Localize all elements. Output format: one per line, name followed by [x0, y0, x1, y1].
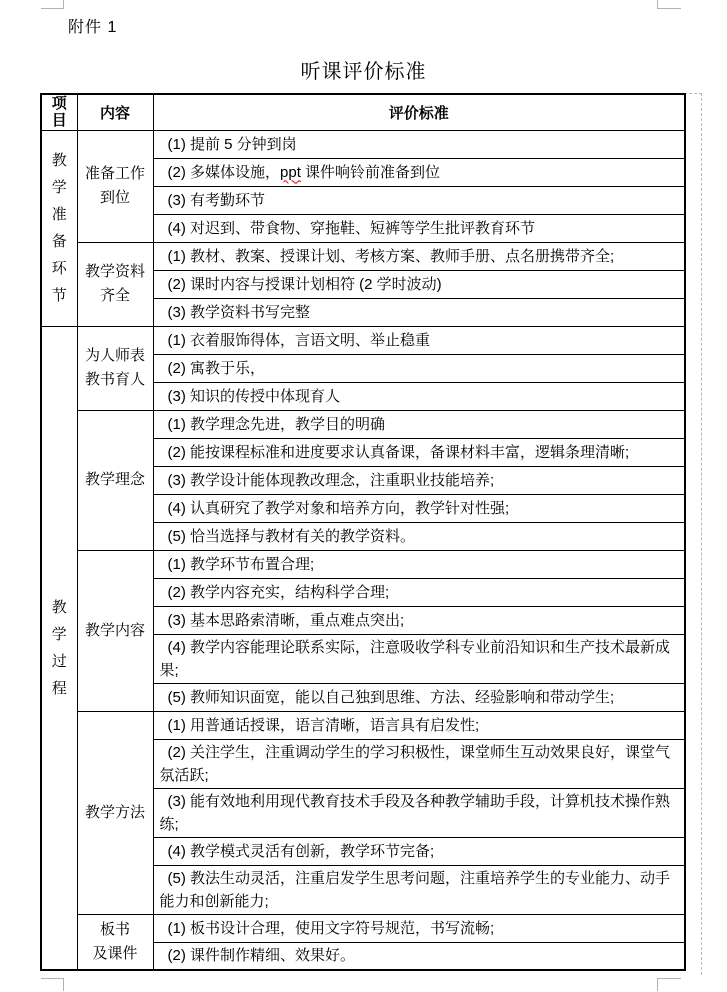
standard-cell: (4) 对迟到、带食物、穿拖鞋、短裤等学生批评教育环节: [153, 214, 685, 242]
table-row: [41, 130, 685, 158]
section-item-char: 过: [51, 652, 67, 670]
header-item: [41, 94, 77, 130]
margin-crop-mark-bottom-left: [41, 978, 64, 991]
section-item-cell: [41, 326, 77, 970]
section-item-char: 程: [51, 679, 67, 697]
table-row: [41, 711, 685, 739]
content-cell: [77, 914, 153, 970]
standard-cell: (1) 用普通话授课，语言清晰，语言具有启发性;: [153, 711, 685, 739]
content-line: 教书育人: [84, 371, 145, 388]
standard-cell: (2) 教学内容充实，结构科学合理;: [153, 578, 685, 606]
header-standard: 评价标准: [153, 94, 685, 130]
content-cell: [77, 711, 153, 914]
content-line: 教学方法: [84, 803, 145, 821]
content-cell: [77, 326, 153, 410]
margin-crop-mark-top-left: [41, 0, 64, 9]
page-title: 听课评价标准: [300, 61, 427, 83]
section-item-char: 学: [51, 179, 67, 196]
margin-crop-mark-bottom-right: [657, 978, 681, 991]
content-cell: [77, 410, 153, 550]
header-item-line2: 目: [51, 112, 67, 130]
content-line: 为人师表: [84, 347, 145, 364]
spellcheck-underline: ppt: [280, 163, 301, 181]
standard-cell: (4) 认真研究了教学对象和培养方向，教学针对性强;: [153, 494, 685, 522]
section-item-char: 备: [51, 233, 67, 250]
standard-cell: (3) 有考勤环节: [153, 186, 685, 214]
table-row: [41, 410, 685, 438]
section-item-char: 准: [51, 206, 67, 223]
standard-cell: (3) 能有效地利用现代教育技术手段及各种教学辅助手段，计算机技术操作熟练;: [153, 788, 685, 837]
standard-cell: (2) 课件制作精细、效果好。: [153, 942, 685, 970]
table-anchor-boundary-right: [701, 93, 702, 975]
standard-cell: (2) 多媒体设施，ppt 课件响铃前准备到位: [153, 158, 685, 186]
standard-cell: (5) 恰当选择与教材有关的教学资料。: [153, 522, 685, 550]
table-row: [41, 914, 685, 942]
content-line: 教学内容: [84, 621, 145, 639]
header-content: 内容: [77, 94, 153, 130]
standard-cell: (1) 提前 5 分钟到岗: [153, 130, 685, 158]
attachment-label: 附件 1: [68, 19, 118, 36]
content-line: 板书: [99, 920, 130, 938]
content-line: 及课件: [92, 944, 138, 962]
content-line: 准备工作: [84, 165, 145, 182]
standard-cell: (2) 能按课程标准和进度要求认真备课，备课材料丰富，逻辑条理清晰;: [153, 438, 685, 466]
evaluation-table: [40, 93, 686, 971]
header-item-line1: 项: [51, 95, 67, 113]
content-line: 教学资料: [84, 263, 145, 280]
content-line: 到位: [99, 189, 130, 206]
table-row: [41, 326, 685, 354]
table-anchor-boundary-top: [684, 93, 702, 94]
content-line: 教学理念: [84, 471, 145, 488]
content-line: 齐全: [99, 287, 130, 304]
standard-cell: (4) 教学内容能理论联系实际，注意吸收学科专业前沿知识和生产技术最新成果;: [153, 634, 685, 683]
section-item-char: 教: [51, 598, 67, 616]
standard-cell: (1) 教材、教案、授课计划、考核方案、教师手册、点名册携带齐全;: [153, 242, 685, 270]
standard-cell: (2) 寓教于乐，: [153, 354, 685, 382]
standard-cell: (5) 教法生动灵活，注重启发学生思考问题，注重培养学生的专业能力、动手能力和创新能力;: [153, 865, 685, 914]
standard-cell: (5) 教师知识面宽，能以自己独到思维、方法、经验影响和带动学生;: [153, 683, 685, 711]
standard-cell: (3) 教学设计能体现教改理念，注重职业技能培养;: [153, 466, 685, 494]
standard-cell: (2) 关注学生，注重调动学生的学习积极性，课堂师生互动效果良好，课堂气氛活跃;: [153, 739, 685, 788]
table-row: [41, 242, 685, 270]
section-item-char: 学: [51, 625, 67, 643]
standard-cell: (3) 教学资料书写完整: [153, 298, 685, 326]
table-row: [41, 550, 685, 578]
section-item-char: 节: [51, 287, 67, 304]
content-cell: [77, 130, 153, 242]
standard-cell: (1) 教学环节布置合理;: [153, 550, 685, 578]
content-cell: [77, 550, 153, 711]
standard-cell: (1) 教学理念先进，教学目的明确: [153, 410, 685, 438]
standard-cell: (1) 衣着服饰得体，言语文明、举止稳重: [153, 326, 685, 354]
section-item-cell: [41, 130, 77, 326]
standard-cell: (4) 教学模式灵活有创新，教学环节完备;: [153, 837, 685, 865]
standard-cell: (1) 板书设计合理，使用文字符号规范，书写流畅;: [153, 914, 685, 942]
table-header-row: [41, 94, 685, 130]
section-item-char: 教: [51, 152, 67, 169]
standard-cell: (3) 基本思路索清晰，重点难点突出;: [153, 606, 685, 634]
section-item-char: 环: [51, 260, 67, 277]
standard-cell: (2) 课时内容与授课计划相符 (2 学时波动): [153, 270, 685, 298]
standard-cell: (3) 知识的传授中体现育人: [153, 382, 685, 410]
content-cell: [77, 242, 153, 326]
table-body: [41, 130, 685, 970]
margin-crop-mark-top-right: [657, 0, 681, 9]
